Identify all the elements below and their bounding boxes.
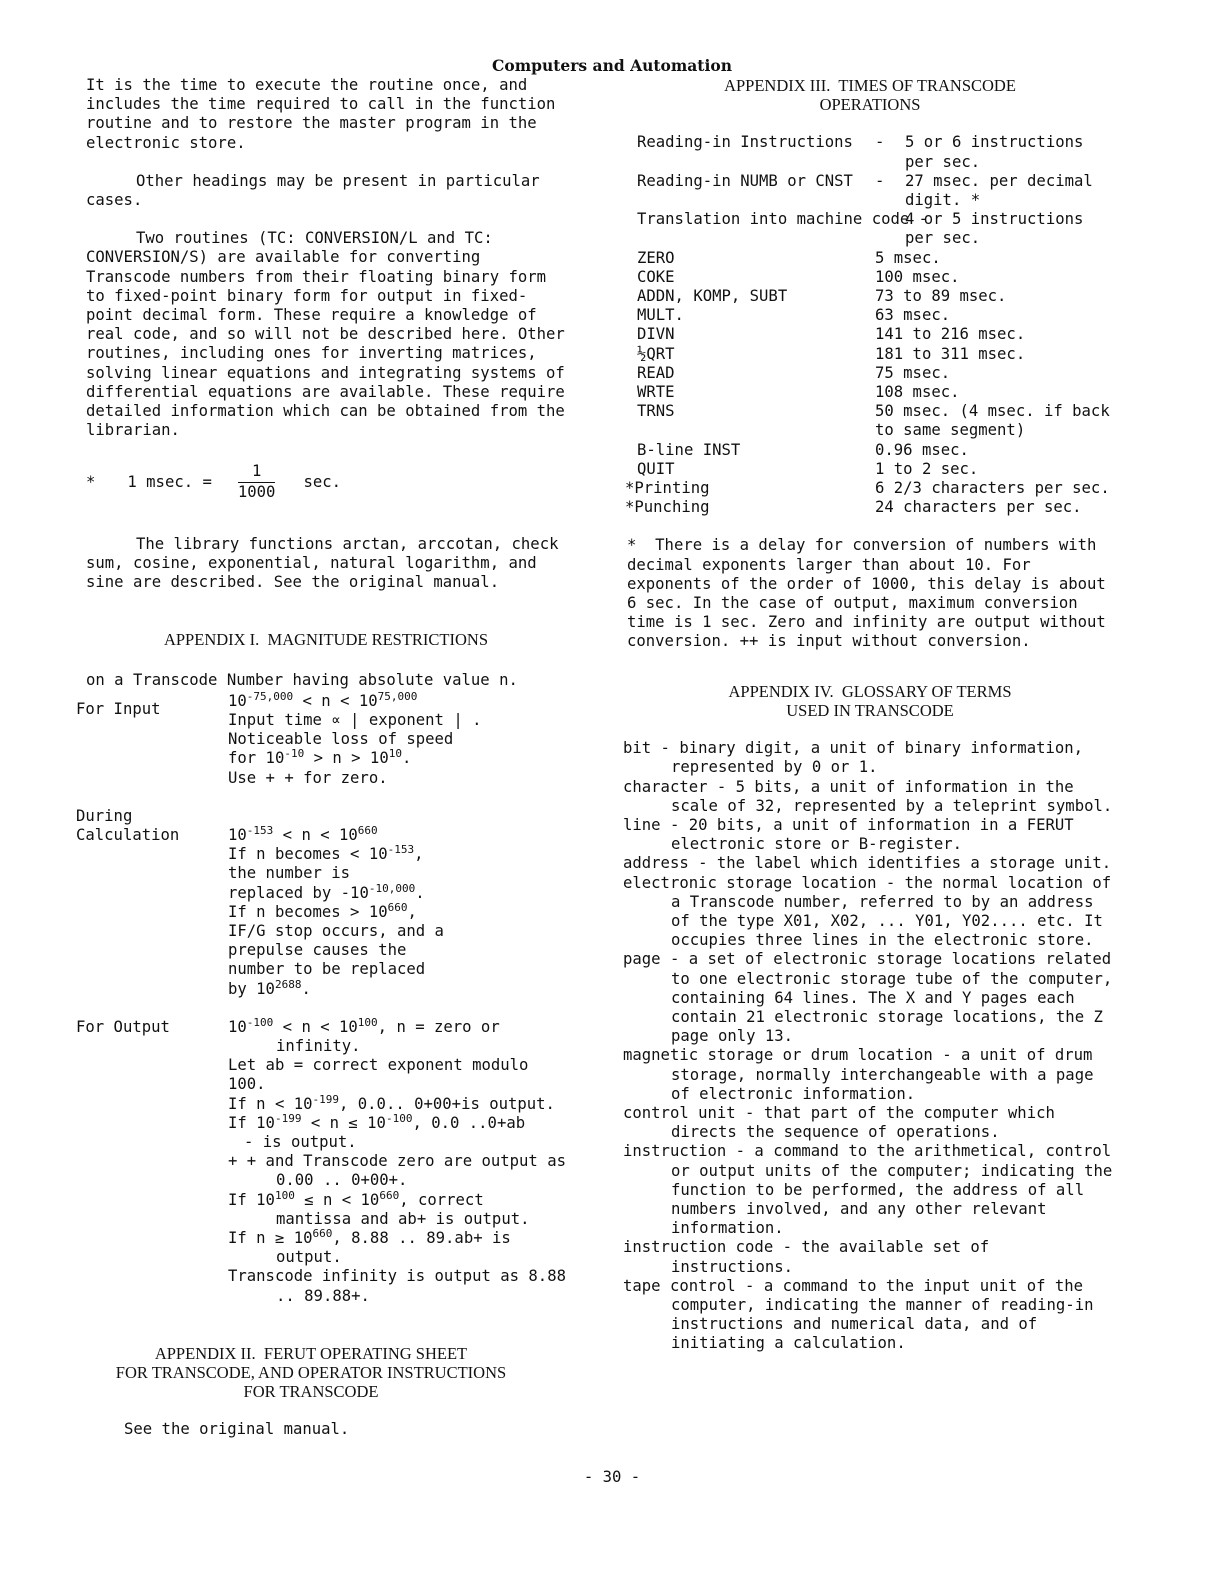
glossary-entry: control unit - that part of the computer which directs the sequence of operations. [623,1103,1065,1142]
msec-footnote [86,462,566,501]
during-label: During Calculation [76,806,180,845]
operation-name: ADDN, KOMP, SUBT [637,287,788,306]
time-row [637,210,1120,248]
glossary-entry: magnetic storage or drum location - a unit of drum storage, normally interchangeable with a page of electronic information. [623,1046,1103,1103]
appendix3-note: * There is a delay for conversion of numbers with decimal exponents larger than about 10. For exponents of the order of 1000, this delay is about 6 sec. In the case of output, maximum conversion time is 1 sec. Zero and infinity are output without conversion. ++ is input without conversion. [627,536,1116,651]
footnote-fraction [238,462,276,501]
time-row [637,268,1120,287]
operation-time: 63 msec. [875,306,951,325]
operation-time: 1 to 2 sec. [875,459,979,478]
operation-name: ½QRT [637,344,675,363]
time-row [637,441,1120,460]
glossary-list [623,739,1120,1354]
time-row [625,479,1120,498]
during-calculation-restriction [76,807,566,999]
operation-name: READ [637,363,675,382]
output-body: $10^{-100} < n < 10^{100}$, n = zero or infinity. Let ab = correct exponent modulo 100. If $n < 10^{-199}$, 0.0.. 0+00+is output. If $10^{-199} < n \le 10^{-100}$, 0.0 ..0+ab - is output. + + and Transcode zero are output as 0.00 .. 0+00+. If $10^{100} \le n < 10^{660}$, correct mantissa and ab+ is output. If $n \ge 10^{660}$, 8.88 .. 89.ab+ is output. Transcode infinity is output as 8.88 .. 89.88+. [228,1015,566,1305]
time-row [637,133,1120,171]
appendix2-title: APPENDIX II. FERUT OPERATING SHEET FOR TRANSCODE, AND OPERATOR INSTRUCTIONS FOR TRANSCODE [115,1343,507,1402]
output-label: For Output [76,1017,170,1036]
output-restriction [76,1015,566,1306]
input-label: For Input [76,699,161,718]
operation-name: Translation into machine code - [637,210,929,229]
time-row [637,460,1120,479]
routines-paragraph: Two routines (TC: CONVERSION/L and TC: CONVERSION/S) are available for converting Transcode numbers from their floating binary form to fixed-point binary form for output in fixed-point decimal form. These require a knowledge of real code, and so will not be described here. Other routines, including ones for inverting matrices, solving linear equations and integrating systems of differential equations are available. These require detailed information which can be obtained from the librarian. [86,229,575,440]
row-dash: - [875,171,885,190]
footnote-star: * [86,472,96,491]
operation-time: 100 msec. [875,267,960,286]
operation-time: 5 msec. [875,248,941,267]
operation-time: 4 or 5 instructions per sec. [905,210,1093,248]
footnote-lhs: 1 msec. = [127,472,212,491]
operation-name: WRTE [637,383,675,402]
operation-time: 50 msec. (4 msec. if back to same segment) [875,402,1120,440]
operation-time: 73 to 89 msec. [875,287,1007,306]
time-row [637,402,1120,440]
time-row [637,325,1120,344]
glossary-entry: tape control - a command to the input unit of the computer, indicating the manner of reading-in instructions and numerical data, and of initiating a calculation. [623,1276,1103,1353]
operation-time: 181 to 311 msec. [875,344,1026,363]
operation-name: COKE [637,267,675,286]
operation-name: DIVN [637,325,675,344]
time-row [637,345,1120,364]
operation-time: 0.96 msec. [875,440,969,459]
time-row [637,172,1120,210]
left-column [76,76,575,1440]
right-column [620,76,1120,1354]
input-restriction [76,689,566,788]
operation-name: Reading-in NUMB or CNST [637,171,853,190]
row-dash: - [875,133,885,152]
operation-name: *Printing [625,479,710,498]
during-body: $10^{-153} < n < 10^{660}$ If n becomes < $10^{-153}$, the number is replaced by $-10^{-10,000}$. If n becomes > $10^{660}$, IF/G stop occurs, and a prepulse causes the number to be replaced by $10^{2688}$. [228,823,444,998]
operation-time: 27 msec. per decimal digit. * [905,171,1103,210]
glossary-entry: bit - binary digit, a unit of binary information, represented by 0 or 1. [623,739,1093,777]
time-row [637,383,1120,402]
operation-time: 141 to 216 msec. [875,325,1026,344]
operation-name: ZERO [637,248,675,267]
time-row [637,364,1120,383]
glossary-entry: instruction code - the available set of instructions. [623,1238,999,1276]
operation-name: *Punching [625,498,710,517]
appendix3-title: APPENDIX III. TIMES OF TRANSCODE OPERATIONS [724,76,1016,115]
glossary-entry: address - the label which identifies a storage unit. [623,854,1112,873]
operation-time: 6 2/3 characters per sec. [875,479,1110,498]
glossary-entry: instruction - a command to the arithmetical, control or output units of the computer; indicating the function to be performed, the address of all numbers involved, and any other relevant information. [623,1142,1122,1238]
glossary-entry: line - 20 bits, a unit of information in a FERUT electronic store or B-register. [623,815,1084,854]
transcode-times-table [625,133,1120,517]
operation-time: 108 msec. [875,383,960,402]
operation-name: B-line INST [637,440,741,459]
operation-name: MULT. [637,306,684,325]
running-header: Computers and Automation [492,56,732,75]
operation-time: 5 or 6 instructions per sec. [905,133,1093,171]
intro-paragraph: It is the time to execute the routine once, and includes the time required to call in the function routine and to restore the master program in the electronic store. [86,76,565,152]
appendix1-intro: on a Transcode Number having absolute value n. [86,670,518,689]
time-row [625,498,1120,517]
operation-time: 75 msec. [875,363,951,382]
footnote-unit: sec. [303,472,342,491]
glossary-entry: character - 5 bits, a unit of information in the scale of 32, represented by a teleprint symbol. [623,777,1113,815]
time-row [637,287,1120,306]
appendix4-title: APPENDIX IV. GLOSSARY OF TERMS USED IN TRANSCODE [728,681,1012,720]
glossary-entry: electronic storage location - the normal location of a Transcode number, referred to by an address of the type X01, X02, ... Y01, Y02.... etc. It occupies three lines in the electronic store. [623,873,1121,950]
appendix1-title: APPENDIX I. MAGNITUDE RESTRICTIONS [163,630,489,650]
time-row [637,249,1120,268]
fraction-denominator: 1000 [237,482,276,501]
operation-time: 24 characters per sec. [875,498,1082,517]
other-headings-paragraph: Other headings may be present in particular cases. [86,171,550,210]
glossary-entry: page - a set of electronic storage locations related to one electronic storage tube of the computer, containing 64 lines. The X and Y pages each contain 21 electronic storage locations, the Z page only 13. [623,950,1122,1046]
input-body: $10^{-75,000} < n < 10^{75,000}$ Input time ∝ | exponent | . Noticeable loss of speed for $10^{-10} > n > 10^{10}$. Use + + for zero. [228,689,482,787]
operation-name: QUIT [637,459,675,478]
library-paragraph: The library functions arctan, arccotan, check sum, cosine, exponential, natural logarithm, and sine are described. See the original manual. [86,534,568,592]
operation-name: TRNS [637,402,675,421]
time-row [637,306,1120,325]
page-number: - 30 - [583,1468,641,1486]
fraction-numerator: 1 [238,462,276,482]
appendix2-body: See the original manual. [124,1420,350,1439]
operation-name: Reading-in Instructions [637,133,853,152]
